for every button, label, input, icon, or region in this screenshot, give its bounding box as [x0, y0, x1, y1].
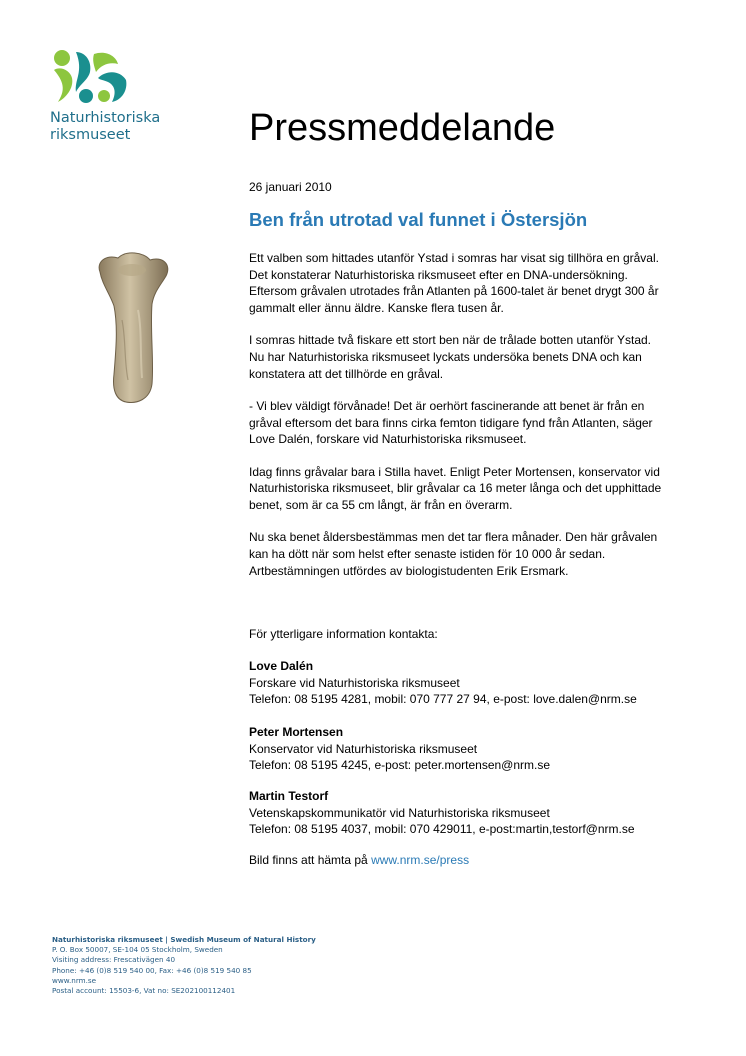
footer-website: www.nrm.se — [52, 975, 97, 985]
footer-postal: Postal account: 15503-6, Vat no: SE202100112401 — [52, 986, 236, 996]
logo-wordmark — [50, 110, 160, 144]
contact-phone: Telefon: 08 5195 4245, e-post: peter.mortensen@nrm.se — [249, 758, 551, 772]
image-download-note — [249, 853, 469, 867]
contact-block — [249, 724, 689, 774]
contact-name: Love Dalén — [249, 659, 314, 673]
contact-role: Forskare vid Naturhistoriska riksmuseet — [249, 675, 460, 690]
footer-address: P. O. Box 50007, SE-104 05 Stockholm, Sweden — [52, 945, 223, 955]
contact-name: Peter Mortensen — [249, 725, 344, 739]
article-body — [249, 250, 669, 595]
footer-org: Naturhistoriska riksmuseet | Swedish Museum of Natural History — [52, 935, 316, 944]
museum-logo — [50, 48, 130, 106]
paragraph: Idag finns gråvalar bara i Stilla havet. Enligt Peter Mortensen, konservator vid Naturhistoriska riksmuseet, blir gråvalar ca 16 meter långa och det upphittade benet, som är ca 55 cm långt, är från en överarm. — [249, 464, 662, 512]
logo-name-line2: riksmuseet — [50, 127, 131, 143]
contact-block — [249, 658, 689, 708]
contact-phone: Telefon: 08 5195 4037, mobil: 070 429011, e-post:martin,testorf@nrm.se — [249, 822, 635, 836]
footer-phone: Phone: +46 (0)8 519 540 00, Fax: +46 (0)8 519 540 85 — [52, 965, 252, 975]
paragraph: - Vi blev väldigt förvånade! Det är oerhört fascinerande att benet är från en gråval eftersom det bara finns cirka femton tidigare fynd från Atlanten, säger Love Dalén, forskare vid Naturhistoriska riksmuseet. — [249, 398, 653, 447]
paragraph: Ett valben som hittades utanför Ystad i somras har visat sig tillhöra en gråval. Det konstaterar Naturhistoriska riksmuseet efter en DNA-undersökning. Eftersom gråvalen utrotades från Atlanten på 1600-talet är benet drygt 300 år gammalt eller ännu äldre. Kanske flera tusen år. — [249, 251, 659, 316]
whale-bone-photo — [92, 250, 174, 405]
paragraph: Nu ska benet åldersbestämmas men det tar flera månader. Den här gråvalen kan ha dött när som helst efter senaste istiden för 10 000 år sedan. Artbestämningen utfördes av biologistudenten Erik Ersmark. — [249, 530, 658, 578]
contact-role: Vetenskapskommunikatör vid Naturhistoriska riksmuseet — [249, 805, 550, 820]
headline: Ben från utrotad val funnet i Östersjön — [249, 209, 588, 230]
contact-block — [249, 788, 689, 838]
image-note-prefix: Bild finns att hämta på — [249, 853, 372, 867]
release-date: 26 januari 2010 — [249, 180, 332, 194]
logo-name-line1: Naturhistoriska — [50, 110, 161, 126]
footer — [52, 935, 316, 996]
footer-visiting: Visiting address: Frescativägen 40 — [52, 955, 176, 965]
page-title: Pressmeddelande — [249, 107, 556, 149]
press-link[interactable]: www.nrm.se/press — [371, 853, 470, 867]
contact-intro: För ytterligare information kontakta: — [249, 627, 438, 641]
contact-role: Konservator vid Naturhistoriska riksmuseet — [249, 741, 478, 756]
contact-name: Martin Testorf — [249, 789, 329, 803]
contact-phone: Telefon: 08 5195 4281, mobil: 070 777 27 94, e-post: love.dalen@nrm.se — [249, 692, 637, 706]
paragraph: I somras hittade två fiskare ett stort ben när de trålade botten utanför Ystad. Nu har Naturhistoriska riksmuseet lyckats undersöka benets DNA och kan konstatera att det tillhörde en gråval. — [249, 333, 652, 381]
